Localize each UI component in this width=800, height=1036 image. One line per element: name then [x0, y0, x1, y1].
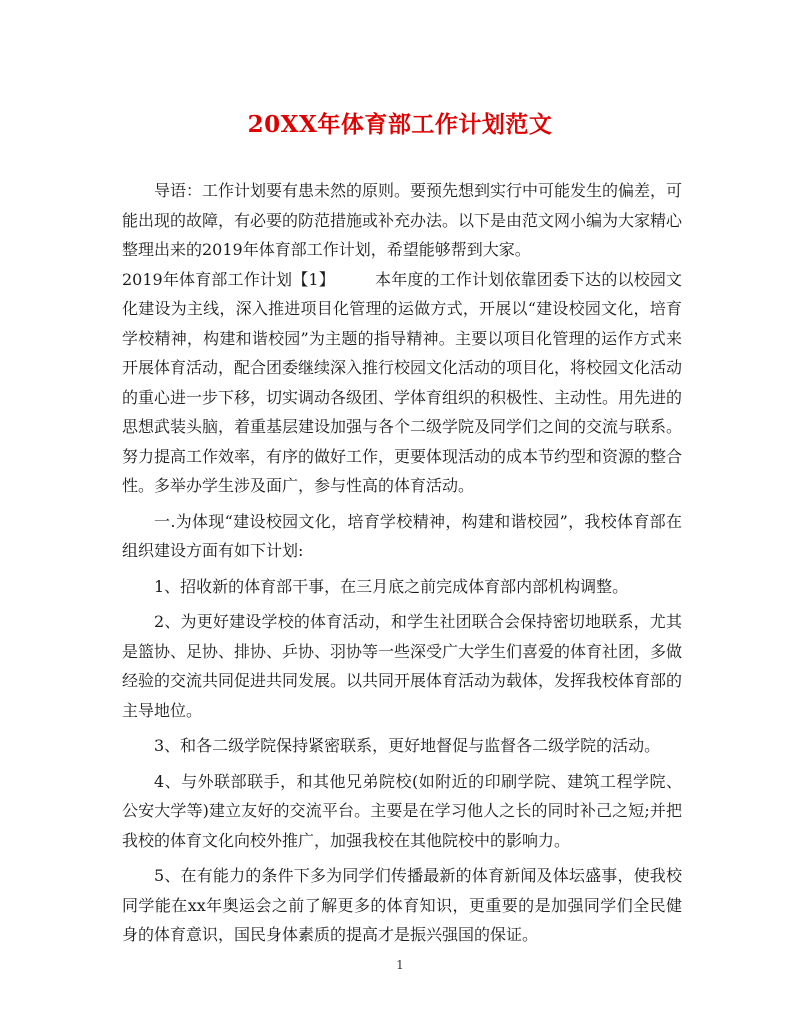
document-title: 20XX年体育部工作计划范文 [247, 111, 553, 138]
list-item-3: 3、和各二级学院保持紧密联系，更好地督促与监督各二级学院的活动。 [154, 736, 661, 755]
list-item-4: 4、与外联部联手，和其他兄弟院校(如附近的印刷学院、建筑工程学院、公安大学等)建立友好的交流平台。主要是在学习他人之长的同时补己之短;并把我校的体育文化向校外推广，加强我校在其他院校中的影响力。 [122, 771, 682, 850]
page-number: 1 [396, 958, 404, 972]
intro-paragraph: 导语：工作计划要有患未然的原则。要预先想到实行中可能发生的偏差，可能出现的故障，有必要的防范措施或补充办法。以下是由范文网小编为大家精心整理出来的2019年体育部工作计划，希望能够帮到大家。 [122, 181, 683, 259]
plan-paragraph [122, 265, 682, 501]
section-one-paragraph: 一.为体现“建设校园文化，培育学校精神，构建和谐校园”，我校体育部在组织建设方面有如下计划: [122, 511, 682, 560]
list-item-2: 2、为更好建设学校的体育活动，和学生社团联合会保持密切地联系，尤其是篮协、足协、排协、乒协、羽协等一些深受广大学生们喜爱的体育社团，多做经验的交流共同促进共同发展。以共同开展体育活动为载体，发挥我校体育部的主导地位。 [122, 612, 683, 720]
plan-opening-text: 本年度的工作计划依靠团委下达的以校园文化建设为主线，深入推进项目化管理的运做方式，开展以“建设校园文化，培育学校精神，构建和谐校园”为主题的指导精神。主要以项目化管理的运作方式来开展体育活动，配合团委继续深入推行校园文化活动的项目化，将校园文化活动的重心进一步下移，切实调动各级团、学体育组织的积极性、主动性。用先进的思想武装头脑，着重基层建设加强与各个二级学院及同学们之间的交流与联系。努力提高工作效率，有序的做好工作，更要体现活动的成本节约型和资源的整合性。多举办学生涉及面广，参与性高的体育活动。 [122, 269, 683, 495]
plan-heading: 2019年体育部工作计划【1】 [122, 269, 335, 289]
document-body [122, 176, 682, 956]
list-item-5: 5、在有能力的条件下多为同学们传播最新的体育新闻及体坛盛事，使我校同学能在xx年奥运会之前了解更多的体育知识，更重要的是加强同学们全民健身的体育意识，国民身体素质的提高才是振兴强国的保证。 [122, 866, 682, 944]
list-item-1: 1、招收新的体育部干事，在三月底之前完成体育部内部机构调整。 [154, 576, 629, 596]
